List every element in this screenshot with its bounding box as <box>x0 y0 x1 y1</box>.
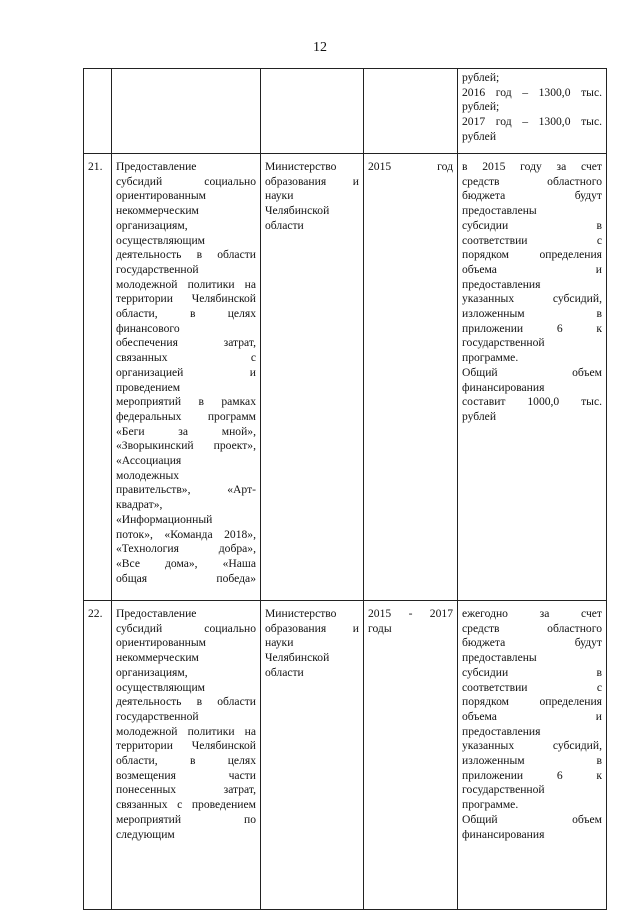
program-activities-table <box>83 68 607 910</box>
cell-text-line: молодежных <box>116 468 180 482</box>
cell-text-line: образования и <box>265 174 359 188</box>
cell-text-line: ориентированным <box>116 636 207 650</box>
result-cell <box>458 154 607 601</box>
cell-text-line: области, в целях <box>116 307 256 321</box>
cell-text-line: рублей <box>462 409 497 423</box>
cell-text-line: порядком определения <box>462 248 602 262</box>
cell-text-line: поток», «Команда 2018», <box>116 527 256 541</box>
cell-text-line: Челябинской <box>265 204 330 218</box>
cell-text-line: деятельность в области <box>116 248 256 262</box>
cell-text-line: ежегодно за счет <box>462 607 602 620</box>
cell-text-line: ориентированным <box>116 189 207 203</box>
period-cell <box>364 601 458 910</box>
cell-text-line: Челябинской <box>265 651 330 665</box>
cell-text-line: «Все дома», «Наша <box>116 556 256 570</box>
cell-text-line: финансового <box>116 321 180 335</box>
cell-text-line: области, в целях <box>116 754 256 768</box>
cell-text-line: государственной <box>116 262 199 276</box>
cell-text-line: объема и <box>462 709 602 723</box>
cell-text-line: организациям, <box>116 218 188 232</box>
cell-text-line: указанных субсидий, <box>462 739 602 753</box>
cell-text-line: науки <box>265 636 294 650</box>
cell-text-line: финансирования <box>462 827 545 841</box>
cell-text-line: молодежной политики на <box>116 724 256 738</box>
cell-text-line: связанных с проведением <box>116 798 256 812</box>
period-cell <box>364 154 458 601</box>
activity-name-cell <box>112 601 261 910</box>
page-number: 12 <box>313 40 327 55</box>
cell-text-line: программе. <box>462 798 519 812</box>
cell-text-line: субсидий социально <box>116 621 256 635</box>
result-cell <box>458 69 607 154</box>
cell-text-line: связанных с <box>116 351 256 365</box>
cell-text-line: территории Челябинской <box>116 292 256 306</box>
cell-text-line: организациям, <box>116 665 188 679</box>
table-row <box>84 154 607 601</box>
cell-text-line: науки <box>265 189 294 203</box>
activity-name-cell <box>112 69 261 154</box>
cell-text-line: бюджета будут <box>462 189 602 203</box>
table-row <box>84 601 607 910</box>
cell-text-line: объема и <box>462 262 602 276</box>
cell-text-line: 2015 - 2017 <box>368 607 453 620</box>
cell-text-line: 2017 год – 1300,0 тыс. <box>462 115 602 129</box>
cell-text-line: мероприятий в рамках <box>116 395 256 409</box>
cell-text-line: осуществляющим <box>116 233 206 247</box>
cell-text-line: субсидии в <box>462 665 602 679</box>
row-number-cell: 22. <box>84 601 112 910</box>
cell-text-line: средств областного <box>462 621 602 635</box>
cell-text-line: проведением <box>116 380 181 394</box>
result-cell <box>458 601 607 910</box>
period-cell <box>364 69 458 154</box>
executor-cell <box>261 154 364 601</box>
cell-text-line: «Информационный <box>116 512 213 526</box>
cell-text-line: приложении 6 к <box>462 768 602 782</box>
cell-text-line: правительств», «Арт- <box>116 483 256 497</box>
cell-text-line: в 2015 году за счет <box>462 160 602 173</box>
cell-text-line: годы <box>368 621 392 635</box>
cell-text-line: финансирования <box>462 380 545 394</box>
cell-text-line: понесенных затрат, <box>116 783 256 797</box>
cell-text-line: территории Челябинской <box>116 739 256 753</box>
cell-text-line: федеральных программ <box>116 409 256 423</box>
cell-text-line: 2015 год <box>368 160 453 173</box>
cell-text-line: составит 1000,0 тыс. <box>462 395 602 409</box>
cell-text-line: Министерство <box>265 160 337 173</box>
cell-text-line: предоставления <box>462 724 541 738</box>
cell-text-line: общая победа» <box>116 571 256 585</box>
activity-name-cell <box>112 154 261 601</box>
cell-text-line: 2016 год – 1300,0 тыс. <box>462 85 602 99</box>
cell-text-line: «Ассоциация <box>116 454 182 468</box>
cell-text-line: Общий объем <box>462 812 602 826</box>
cell-text-line: мероприятий по <box>116 812 256 826</box>
table-row <box>84 69 607 154</box>
cell-text-line: следующим <box>116 827 175 841</box>
cell-text-line: области <box>265 665 304 679</box>
cell-text-line: возмещения части <box>116 768 256 782</box>
executor-cell <box>261 69 364 154</box>
row-number-cell: 21. <box>84 154 112 601</box>
cell-text-line: указанных субсидий, <box>462 292 602 306</box>
cell-text-line: области <box>265 218 304 232</box>
cell-text-line: осуществляющим <box>116 680 206 694</box>
cell-text-line: предоставлены <box>462 204 537 218</box>
cell-text-line: предоставлены <box>462 651 537 665</box>
cell-text-line: государственной <box>116 709 199 723</box>
cell-text-line: Общий объем <box>462 365 602 379</box>
cell-text-line: предоставления <box>462 277 541 291</box>
cell-text-line: рублей; <box>462 100 500 114</box>
cell-text-line: «Беги за мной», <box>116 424 256 438</box>
cell-text-line: изложенным в <box>462 754 602 768</box>
cell-text-line: Предоставление <box>116 160 197 173</box>
cell-text-line: некоммерческим <box>116 204 199 218</box>
cell-text-line: организацией и <box>116 365 256 379</box>
cell-text-line: Министерство <box>265 607 337 620</box>
cell-text-line: деятельность в области <box>116 695 256 709</box>
cell-text-line: приложении 6 к <box>462 321 602 335</box>
cell-text-line: субсидий социально <box>116 174 256 188</box>
cell-text-line: квадрат», <box>116 498 163 512</box>
cell-text-line: соответствии с <box>462 680 602 694</box>
cell-text-line: субсидии в <box>462 218 602 232</box>
cell-text-line: соответствии с <box>462 233 602 247</box>
cell-text-line: бюджета будут <box>462 636 602 650</box>
cell-text-line: «Зворыкинский проект», <box>116 439 256 453</box>
cell-text-line: программе. <box>462 351 519 365</box>
cell-text-line: государственной <box>462 783 545 797</box>
cell-text-line: обеспечения затрат, <box>116 336 256 350</box>
executor-cell <box>261 601 364 910</box>
cell-text-line: некоммерческим <box>116 651 199 665</box>
cell-text-line: Предоставление <box>116 607 197 620</box>
cell-text-line: рублей <box>462 129 497 143</box>
cell-text-line: порядком определения <box>462 695 602 709</box>
cell-text-line: образования и <box>265 621 359 635</box>
row-number-cell <box>84 69 112 154</box>
cell-text-line: «Технология добра», <box>116 542 256 556</box>
cell-text-line: молодежной политики на <box>116 277 256 291</box>
cell-text-line: изложенным в <box>462 307 602 321</box>
cell-text-line: рублей; <box>462 71 500 84</box>
cell-text-line: средств областного <box>462 174 602 188</box>
cell-text-line: государственной <box>462 336 545 350</box>
